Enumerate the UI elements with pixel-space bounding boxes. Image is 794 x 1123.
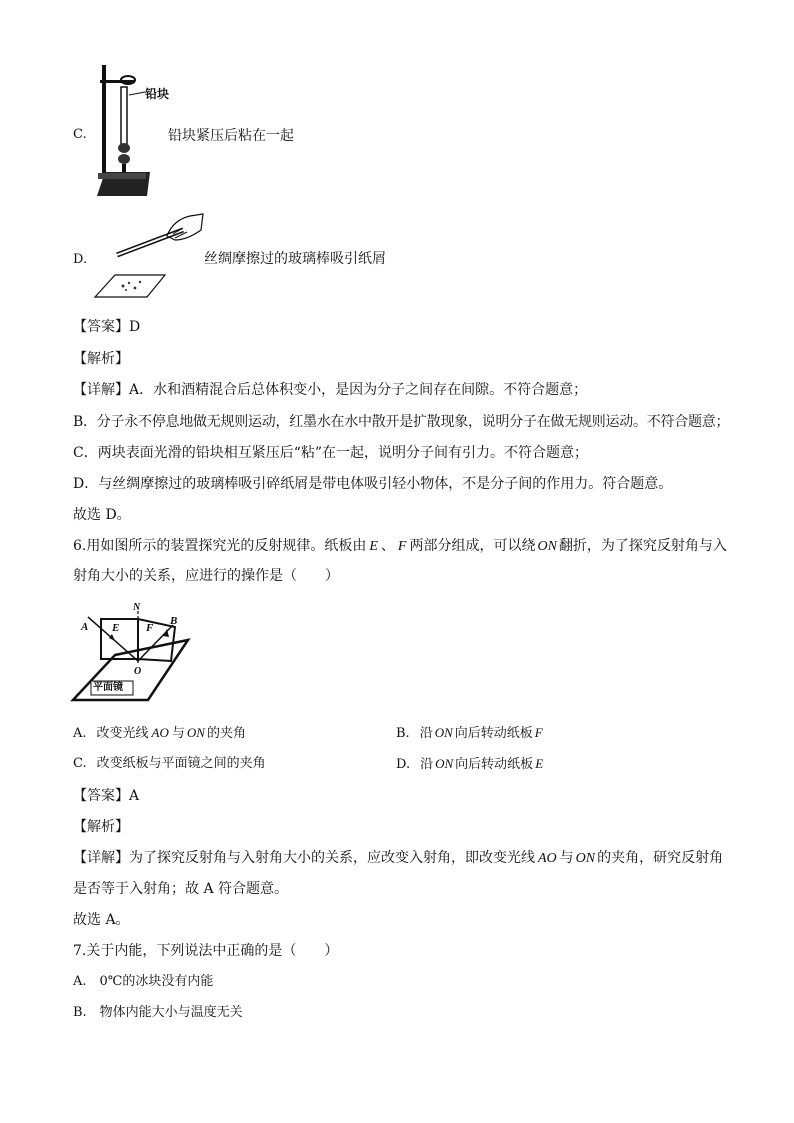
lead-blocks-apparatus-figure (95, 60, 165, 190)
option-a-var1: AO (151, 725, 169, 740)
option-d-letter: D. (73, 252, 88, 267)
option-a-mid: 与 (171, 726, 185, 741)
q6-analysis-tag: 【解析】 (73, 819, 129, 835)
var-f: F (397, 539, 407, 554)
q6-stem-part1: 6.用如图所示的装置探究光的反射规律。纸板由 (73, 538, 367, 554)
detail-a-text: A．水和酒精混合后总体积变小，是因为分子之间存在间隙。不符合题意； (129, 382, 588, 398)
figure-label-o: O (134, 666, 142, 677)
q5-analysis-tag: 【解析】 (73, 351, 129, 367)
option-a-pre: 改变光线 (96, 726, 149, 741)
option-a-letter: A. (73, 726, 87, 741)
q6-detail-line1 (73, 849, 723, 868)
option-c-text: 铅块紧压后粘在一起 (168, 128, 294, 144)
q6-detail-line2: 是否等于入射角；故 A 符合题意。 (73, 881, 289, 897)
option-d-var1: ON (435, 756, 454, 771)
q7-option-a: A. 0℃的冰块没有内能 (73, 974, 214, 989)
q6-stem-line2: 射角大小的关系，应进行的操作是（ ） (73, 568, 339, 584)
q6-stem-part2: 两部分组成，可以绕 (409, 538, 536, 554)
q5-answer-line (73, 318, 140, 336)
q6-option-b (396, 724, 543, 742)
q5-detail-b: B．分子永不停息地做无规则运动，红墨水在水中散开是扩散现象，说明分子在做无规则运动。不符合题意； (73, 414, 730, 430)
q7-stem: 7.关于内能，下列说法中正确的是（ ） (73, 943, 339, 959)
q7-option-b: B. 物体内能大小与温度无关 (73, 1005, 243, 1020)
option-c-letter: C. (73, 127, 87, 142)
option-c-letter: C. (73, 756, 87, 771)
figure-label-mirror: 平面镜 (93, 682, 123, 693)
option-b-letter: B. (396, 726, 410, 741)
option-c-text: 改变纸板与平面镜之间的夹角 (96, 756, 266, 771)
figure-label-a: A (81, 621, 89, 633)
lead-block-figure-label: 铅块 (145, 87, 170, 101)
option-d-var2: E (535, 756, 544, 771)
detail-tag: 【详解】 (73, 382, 129, 398)
figure-label-b: B (170, 615, 178, 627)
option-a-var2: ON (186, 725, 205, 740)
option-d-pre: 沿 (420, 757, 434, 772)
answer-tag: 【答案】 (73, 319, 129, 335)
option-d-text: 丝绸摩擦过的玻璃棒吸引纸屑 (204, 251, 386, 267)
detail-tag: 【详解】 (73, 850, 129, 866)
figure-label-e: E (112, 622, 120, 634)
var-on: ON (537, 539, 557, 554)
q6-conclusion: 故选 A。 (73, 912, 130, 928)
q5-detail-d: D．与丝绸摩擦过的玻璃棒吸引碎纸屑是带电体吸引轻小物体，不是分子间的作用力。符合题意。 (73, 476, 673, 492)
q6-option-a (73, 724, 246, 742)
q5-detail-c: C．两块表面光滑的铅块相互紧压后“粘”在一起，说明分子间有引力。不符合题意； (73, 445, 589, 461)
option-b-var2: F (534, 725, 543, 740)
option-b-mid: 向后转动纸板 (454, 726, 533, 741)
figure-label-n: N (133, 602, 141, 613)
option-a-post: 的夹角 (206, 726, 246, 741)
q6-option-d (396, 755, 543, 773)
answer-tag: 【答案】 (73, 788, 129, 804)
option-d-mid: 向后转动纸板 (455, 757, 534, 772)
var-e: E (369, 539, 378, 554)
glass-rod-paper-figure (95, 210, 205, 300)
q6-detail-mid: 与 (559, 850, 574, 866)
q6-sep: 、 (380, 538, 395, 554)
q5-conclusion: 故选 D。 (73, 507, 131, 523)
q6-option-c (73, 755, 266, 772)
option-b-pre: 沿 (419, 726, 433, 741)
q6-stem-line1 (73, 537, 727, 556)
q6-detail-var2: ON (575, 851, 596, 866)
q6-detail-var1: AO (538, 851, 557, 866)
q5-detail-a (73, 381, 587, 399)
answer-value: A (129, 788, 140, 804)
option-d-letter: D. (396, 757, 411, 772)
q6-stem-part3: 翻折，为了探究反射角与入 (558, 538, 727, 554)
figure-label-f: F (146, 622, 154, 634)
option-b-var1: ON (434, 725, 453, 740)
q6-detail-pre: 为了探究反射角与入射角大小的关系，应改变入射角，即改变光线 (129, 850, 535, 866)
q6-answer-line (73, 787, 139, 805)
answer-value: D (129, 319, 141, 335)
q6-detail-post: 的夹角，研究反射角 (597, 850, 724, 866)
